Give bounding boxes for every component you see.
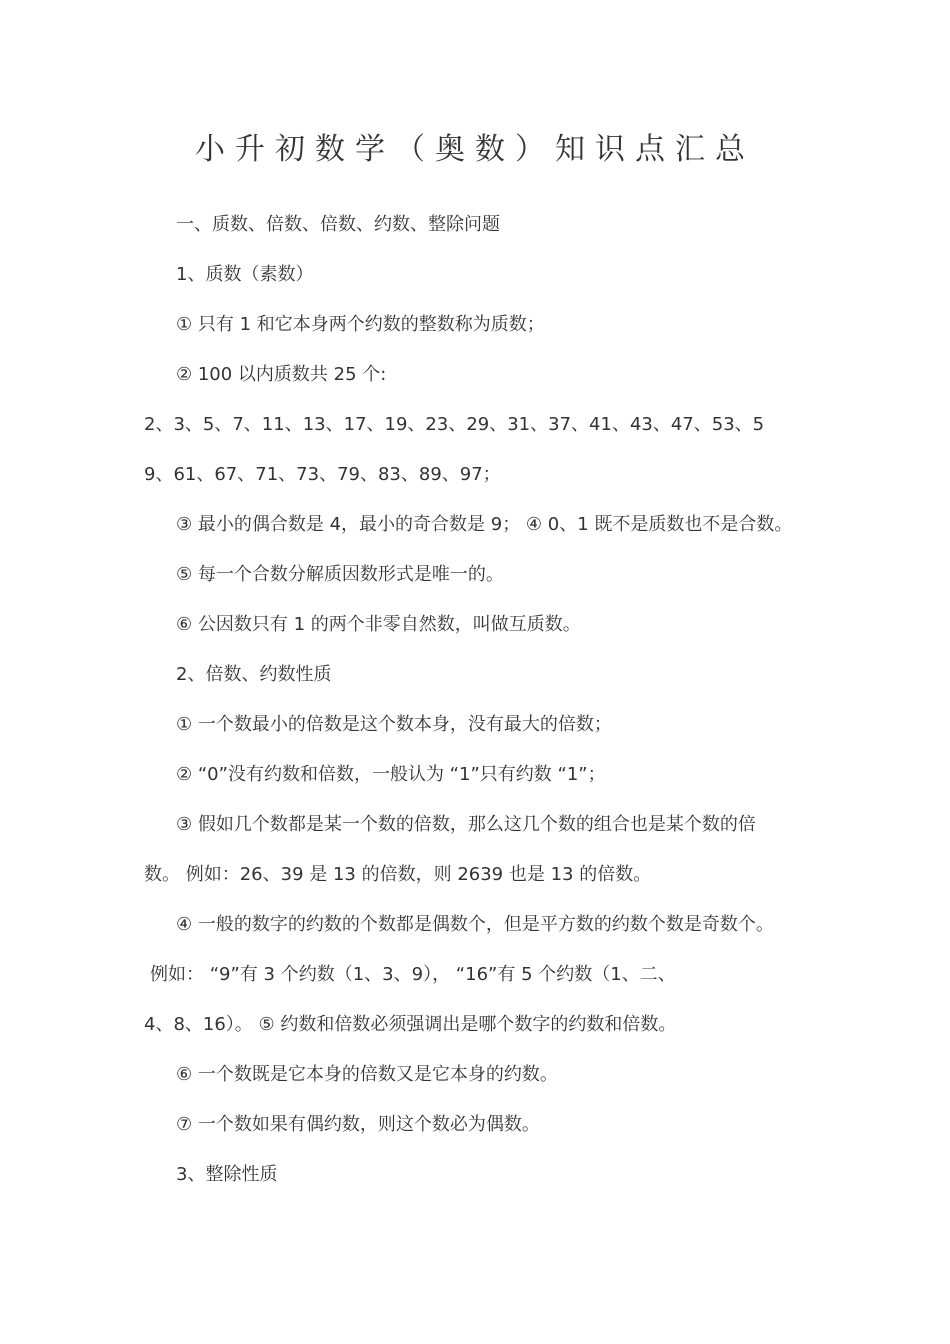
- paragraph-line: 例如： “9”有 3 个约数（1、3、9）， “16”有 5 个约数（1、二、: [150, 964, 676, 985]
- prime-list-line: 2、3、5、7、11、13、17、19、23、29、31、37、41、43、47、53、5: [144, 414, 765, 435]
- paragraph-line: ② 100 以内质数共 25 个:: [176, 364, 387, 385]
- paragraph-line: ① 一个数最小的倍数是这个数本身，没有最大的倍数；: [176, 714, 612, 735]
- subsection-heading-multiples: 2、倍数、约数性质: [176, 664, 332, 685]
- section-heading-1: 一、质数、倍数、倍数、约数、整除问题: [176, 214, 500, 235]
- paragraph-line: ② “0”没有约数和倍数，一般认为 “1”只有约数 “1”；: [176, 764, 606, 785]
- paragraph-line: ④ 一般的数字的约数的个数都是偶数个，但是平方数的约数个数是奇数个。: [176, 914, 774, 935]
- paragraph-line: ① 只有 1 和它本身两个约数的整数称为质数；: [176, 314, 545, 335]
- paragraph-line: ⑥ 一个数既是它本身的倍数又是它本身的约数。: [176, 1064, 558, 1085]
- document-title: 小升初数学（奥数）知识点汇总: [195, 132, 755, 167]
- paragraph-line: ③ 最小的偶合数是 4，最小的奇合数是 9； ④ 0、1 既不是质数也不是合数。: [176, 514, 793, 535]
- subsection-heading-primes: 1、质数（素数）: [176, 264, 314, 285]
- paragraph-line: ⑤ 每一个合数分解质因数形式是唯一的。: [176, 564, 504, 585]
- paragraph-line: ⑦ 一个数如果有偶约数，则这个数必为偶数。: [176, 1114, 540, 1135]
- subsection-heading-divisibility: 3、整除性质: [176, 1164, 278, 1185]
- paragraph-line: 数。 例如：26、39 是 13 的倍数，则 2639 也是 13 的倍数。: [144, 864, 652, 885]
- paragraph-line: ⑥ 公因数只有 1 的两个非零自然数，叫做互质数。: [176, 614, 581, 635]
- prime-list-line: 9、61、67、71、73、79、83、89、97；: [144, 464, 501, 485]
- paragraph-line: ③ 假如几个数都是某一个数的倍数，那么这几个数的组合也是某个数的倍: [176, 814, 756, 835]
- paragraph-line: 4、8、16）。 ⑤ 约数和倍数必须强调出是哪个数字的约数和倍数。: [144, 1014, 677, 1035]
